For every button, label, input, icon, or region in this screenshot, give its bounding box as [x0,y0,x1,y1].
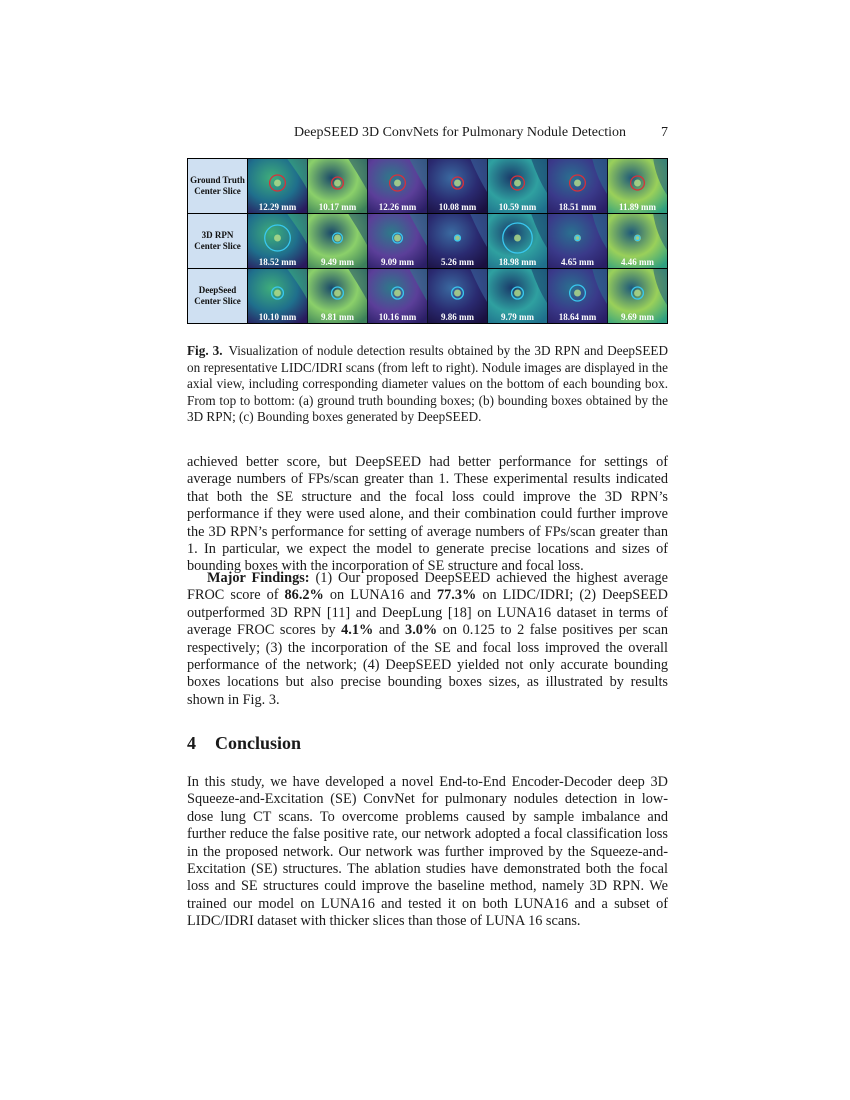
figure-row-deepseed [188,269,667,323]
row-label: 3D RPN Center Slice [188,214,248,268]
ct-tile [368,214,428,268]
row-label: Ground Truth Center Slice [188,159,248,213]
ct-tile [608,269,667,323]
diameter-label: 10.16 mm [378,312,417,322]
figure-caption [187,343,668,426]
ct-tile [488,214,548,268]
ct-tile [548,214,608,268]
value-vs-deeplung: 3.0% [405,622,438,639]
paragraph-lead: Major Findings: [207,570,310,586]
diameter-label: 12.26 mm [378,202,417,212]
diameter-label: 9.86 mm [441,312,474,322]
diameter-label: 4.46 mm [621,257,654,267]
diameter-label: 18.64 mm [558,312,597,322]
section-number: 4 [187,733,196,753]
text-run: and [373,622,406,639]
ct-tile [488,269,548,323]
ct-tile [308,269,368,323]
page-number: 7 [661,125,668,140]
value-luna16: 86.2% [284,587,324,604]
page-header [187,125,668,145]
running-title: DeepSEED 3D ConvNets for Pulmonary Nodule Detection [293,125,626,140]
ct-tile [608,159,667,213]
diameter-label: 11.89 mm [619,202,656,212]
ct-tile [248,159,308,213]
ct-tile [488,159,548,213]
text-run: on LIDC/IDRI; (2) DeepSEED outperformed 3D RPN [11] and DeepLung [18] on LUNA16 dataset in terms of average FROC scores by [187,587,668,639]
ct-tile [548,159,608,213]
figure-row-3d-rpn [188,214,667,269]
diameter-label: 10.10 mm [258,312,297,322]
ct-tile [368,159,428,213]
diameter-label: 9.09 mm [381,257,414,267]
caption-label: Fig. 3. [187,343,223,358]
diameter-label: 10.17 mm [318,202,357,212]
diameter-label: 4.65 mm [561,257,594,267]
paragraph-major-findings [187,570,668,709]
diameter-label: 18.98 mm [498,257,537,267]
diameter-label: 18.52 mm [258,257,297,267]
ct-tile [548,269,608,323]
diameter-label: 9.81 mm [321,312,354,322]
caption-text: Visualization of nodule detection results obtained by the 3D RPN and DeepSEED on representative LIDC/IDRI scans (from left to right). Nodule images are displayed in the axial view, including corresponding diameter values on the bottom of each bounding box. From top to bottom: (a) ground truth bounding boxes; (b) bounding boxes obtained by the 3D RPN; (c) Bounding boxes generated by DeepSEED. [187,343,668,425]
diameter-label: 9.79 mm [501,312,534,322]
paragraph: achieved better score, but DeepSEED had better performance for settings of average numbers of FPs/scan greater than 1. These experimental results indicated that both the SE structure and the focal loss could improve the 3D RPN’s performance if they were used alone, and their combination could further improve the 3D RPN’s performance for setting of average numbers of FPs/scan greater than 1. In particular, we expect the model to generate precise locations and sizes of bounding boxes with the incorporation of SE structure and focal loss. [187,454,668,575]
diameter-label: 12.29 mm [258,202,297,212]
text-run: (1) Our proposed DeepSEED achieved the highest average FROC score of [187,570,668,604]
diameter-label: 18.51 mm [558,202,597,212]
figure-row-ground-truth [188,159,667,214]
value-lidc: 77.3% [436,587,477,604]
text-run: on 0.125 to 2 false positives per scan respectively; (3) the incorporation of the SE and focal loss improved the overall performance of the network; (4) DeepSEED yielded not only accurate bounding boxes locations but also precise bounding boxes sizes, as illustrated by results shown in Fig. 3. [187,622,668,708]
ct-tile [308,159,368,213]
diameter-label: 5.26 mm [441,257,474,267]
text-run: on LUNA16 and [323,587,437,604]
figure-3 [187,158,668,324]
ct-tile [248,269,308,323]
ct-tile [368,269,428,323]
paragraph-conclusion: In this study, we have developed a novel End-to-End Encoder-Decoder deep 3D Squeeze-and-Excitation (SE) ConvNet for pulmonary nodules detection in low-dose lung CT scans. To overcome problems caused by sample imbalance and further reduce the false positive rate, our network adopted a focal classification loss in the proposed network. Our network was further improved by the Squeeze-and-Excitation (SE) structures. The ablation studies have demonstrated both the focal loss and SE structures could improve the baseline method, namely 3D RPN. We trained our model on LUNA16 and tested it on both LUNA16 and a subset of LIDC/IDRI dataset with thicker slices than those of LUNA 16 scans. [187,774,668,930]
ct-tile [608,214,667,268]
diameter-label: 10.08 mm [438,202,477,212]
ct-tile [248,214,308,268]
diameter-label: 9.49 mm [321,257,354,267]
ct-tile [428,159,488,213]
section-heading [187,733,668,754]
row-label: DeepSeed Center Slice [188,269,248,323]
section-title: Conclusion [215,733,302,753]
ct-tile [308,214,368,268]
diameter-label: 9.69 mm [621,312,654,322]
ct-tile [428,214,488,268]
diameter-label: 10.59 mm [498,202,537,212]
ct-tile [428,269,488,323]
value-vs-3drpn: 4.1% [341,622,374,639]
